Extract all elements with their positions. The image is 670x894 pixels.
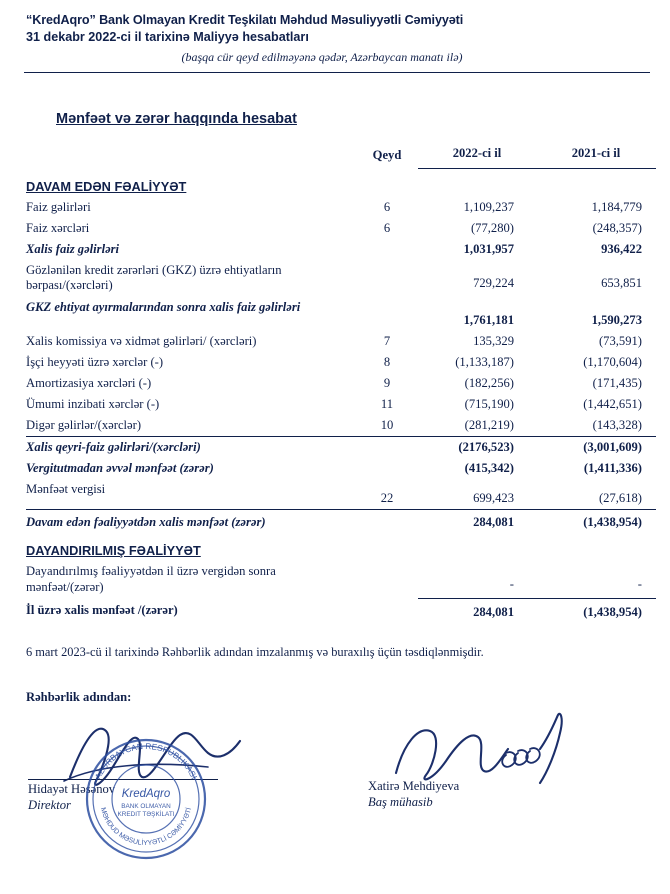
header-divider xyxy=(24,72,650,73)
row-value-2021: (1,438,954) xyxy=(536,599,656,624)
table-row xyxy=(26,437,656,459)
row-value-2021: (27,618) xyxy=(598,491,642,506)
signer-right-name: Xatirə Mehdiyeva xyxy=(368,779,460,794)
row-value-2022: (2176,523) xyxy=(418,437,536,459)
row-value-2021: (1,411,336) xyxy=(583,461,642,476)
table-row xyxy=(26,218,656,239)
row-note xyxy=(356,260,418,297)
row-value-2022: 284,081 xyxy=(418,599,536,624)
currency-note: (başqa cür qeyd edilməyənə qədər, Azərbaycan manatı ilə) xyxy=(181,50,463,64)
row-note: 10 xyxy=(380,418,394,433)
row-label: Xalis faiz gəlirləri xyxy=(26,241,120,256)
row-value-2021: (1,442,651) xyxy=(583,397,642,412)
row-note xyxy=(356,458,418,479)
row-label: Xalis komissiya və xidmət gəlirləri/ (xərcləri) xyxy=(26,334,257,349)
table-row xyxy=(26,561,656,598)
table-row xyxy=(26,197,656,218)
table-row xyxy=(26,239,656,260)
row-note: 7 xyxy=(383,334,391,349)
row-note xyxy=(356,561,418,598)
page-title: Mənfəət və zərər haqqında hesabat xyxy=(56,111,297,127)
row-label: Dayandırılmış fəaliyyətdən il üzrə vergidən sonra mənfəət/(zərər) xyxy=(26,564,276,594)
row-label: GKZ ehtiyat ayırmalarından sonra xalis faiz gəlirləri xyxy=(26,300,301,315)
row-value-2022: (182,256) xyxy=(464,376,514,391)
row-label: Gözlənilən kredit zərərləri (GKZ) üzrə ehtiyatların bərpası/(xərcləri) xyxy=(26,262,282,293)
row-note xyxy=(356,599,418,624)
row-label: Faiz gəlirləri xyxy=(26,199,91,214)
approval-statement: 6 mart 2023-cü il tarixində Rəhbərlik adından imzalanmış və buraxılış üçün təsdiqlənmişdir. xyxy=(26,645,484,660)
report-period: 31 dekabr 2022-ci il tarixinə Maliyyə hesabatları xyxy=(26,30,309,44)
table-row xyxy=(26,394,656,415)
row-value-2022: (281,219) xyxy=(464,418,514,433)
row-value-2022: (415,342) xyxy=(464,461,514,476)
row-value-2022: - xyxy=(509,577,514,592)
stamp-brand: KredAqro xyxy=(121,788,171,800)
row-value-2021: (1,438,954) xyxy=(536,510,656,534)
signature-heading: Rəhbərlik adından: xyxy=(26,690,132,705)
stamp-sub2: KREDIT TƏŞKİLATI xyxy=(117,811,175,818)
table-row xyxy=(26,297,656,331)
row-value-2022: 699,423 xyxy=(473,491,514,506)
column-header-year-2021: 2021-ci il xyxy=(536,146,656,169)
row-value-2021: 653,851 xyxy=(601,275,642,290)
row-label: Ümumi inzibati xərclər (-) xyxy=(26,397,160,412)
row-value-2021: (171,435) xyxy=(592,376,642,391)
income-statement-table xyxy=(26,146,656,623)
table-row xyxy=(26,415,656,437)
row-value-2021: (73,591) xyxy=(598,334,642,349)
column-header-year-2022: 2022-ci il xyxy=(418,146,536,169)
row-label: İl üzrə xalis mənfəət /(zərər) xyxy=(26,602,178,617)
row-label: Digər gəlirlər/(xərclər) xyxy=(26,418,142,433)
row-value-2022: 135,329 xyxy=(473,334,514,349)
row-label: Vergitutmadan əvvəl mənfəət (zərər) xyxy=(26,461,214,476)
signature-area xyxy=(18,709,656,839)
row-note: 9 xyxy=(383,376,391,391)
table-row xyxy=(26,352,656,373)
signature-left xyxy=(28,779,258,813)
table-row xyxy=(26,373,656,394)
row-label: Xalis qeyri-faiz gəlirləri/(xərcləri) xyxy=(26,437,356,459)
row-note xyxy=(356,239,418,260)
row-label: İşçi heyyəti üzrə xərclər (-) xyxy=(26,355,164,370)
row-note: 11 xyxy=(380,397,394,412)
row-value-2022: 284,081 xyxy=(418,510,536,534)
table-row xyxy=(26,260,656,297)
row-value-2022: 729,224 xyxy=(473,275,514,290)
stamp-bottom-text: MƏHDUD MƏSULİYYƏTLİ CƏMİYYƏTİ xyxy=(98,806,194,848)
row-note xyxy=(356,437,418,459)
stamp-top-text: AZƏRBAYCAN RESPUBLIKASI xyxy=(93,741,199,781)
row-value-2022: (715,190) xyxy=(464,397,514,412)
table-header-row xyxy=(26,146,656,169)
row-value-2022: 1,109,237 xyxy=(463,199,514,214)
row-value-2021: 1,184,779 xyxy=(591,199,642,214)
table-row xyxy=(26,458,656,479)
row-note xyxy=(356,510,418,534)
row-label: Mənfəət vergisi xyxy=(26,482,106,497)
row-value-2021: (248,357) xyxy=(592,220,642,235)
signature-right xyxy=(368,779,608,810)
row-label: Faiz xərcləri xyxy=(26,220,90,235)
row-value-2022: (1,133,187) xyxy=(455,355,514,370)
row-label: Davam edən fəaliyyətdən xalis mənfəət (zərər) xyxy=(26,510,356,534)
section-heading-continuing: DAVAM EDƏN FƏALİYYƏT xyxy=(26,178,187,194)
row-note: 6 xyxy=(383,220,391,235)
row-note: 6 xyxy=(383,199,391,214)
row-note xyxy=(356,297,418,331)
row-value-2021: 1,590,273 xyxy=(591,313,642,328)
table-row xyxy=(26,331,656,352)
signer-left-name: Hidayət Həsənov xyxy=(28,779,218,797)
row-value-2022: (77,280) xyxy=(470,220,514,235)
total-row xyxy=(26,599,656,624)
row-value-2021: (143,328) xyxy=(592,418,642,433)
row-note: 8 xyxy=(383,355,391,370)
table-row xyxy=(26,510,656,534)
signer-left-role: Direktor xyxy=(28,798,71,813)
company-name: “KredAqro” Bank Olmayan Kredit Teşkilatı Məhdud Məsuliyyətli Cəmiyyəti xyxy=(26,13,464,27)
column-header-note: Qeyd xyxy=(372,147,402,162)
row-value-2021: (1,170,604) xyxy=(583,355,642,370)
row-value-2021: - xyxy=(637,577,642,592)
row-value-2021: (3,001,609) xyxy=(536,437,656,459)
signer-right-role: Baş mühasib xyxy=(368,795,433,810)
row-label: Amortizasiya xərcləri (-) xyxy=(26,376,152,391)
row-value-2022: 1,031,957 xyxy=(463,241,514,256)
stamp-sub1: BANK OLMAYAN xyxy=(121,803,171,810)
section-heading-discontinued: DAYANDIRILMIŞ FƏALİYYƏT xyxy=(26,543,201,559)
table-row xyxy=(26,479,656,510)
row-value-2022: 1,761,181 xyxy=(463,313,514,328)
row-note: 22 xyxy=(380,491,394,506)
row-value-2021: 936,422 xyxy=(601,241,642,256)
